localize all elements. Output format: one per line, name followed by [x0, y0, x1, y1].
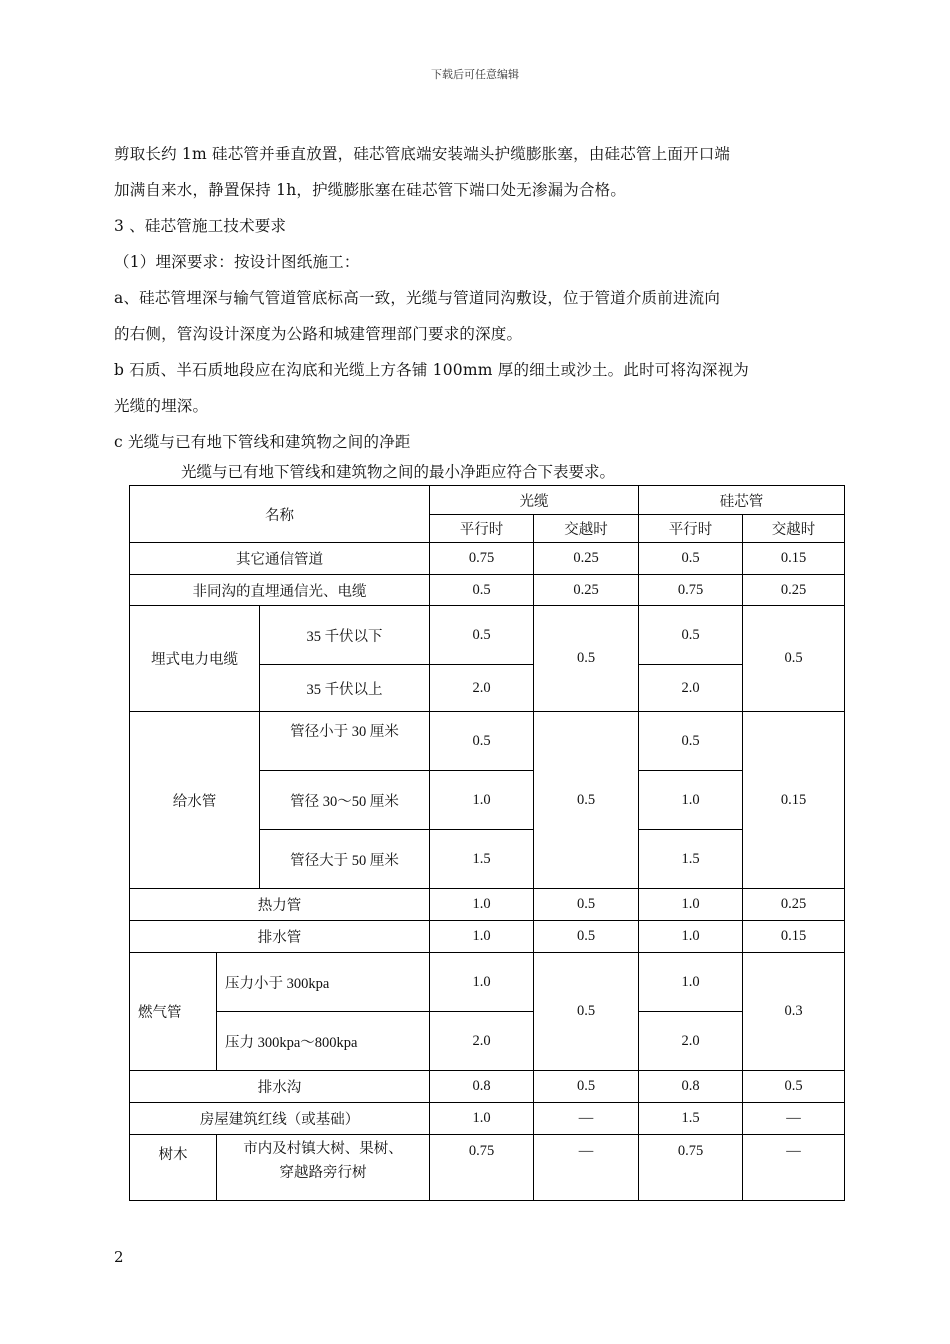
table-caption: 光缆与已有地下管线和建筑物之间的最小净距应符合下表要求。 [181, 463, 616, 481]
table-cell: — [743, 1103, 845, 1135]
table-cell: 0.5 [639, 606, 743, 665]
table-cell: 0.5 [743, 1071, 845, 1103]
table-cell: 2.0 [430, 1012, 534, 1071]
sub-label: 管径 30～50 厘米 [260, 771, 430, 830]
table-cell: 0.5 [534, 921, 639, 953]
table-cell: 2.0 [430, 665, 534, 712]
row-label: 排水沟 [130, 1071, 430, 1103]
section-heading: 3 、硅芯管施工技术要求 [114, 217, 287, 235]
table-cell: 0.75 [430, 1135, 534, 1201]
table-cell: 0.25 [534, 575, 639, 606]
table-cell: 0.8 [639, 1071, 743, 1103]
header-name: 名称 [130, 486, 430, 543]
paragraph-line: 光缆的埋深。 [114, 397, 209, 415]
table-cell: 1.5 [639, 830, 743, 889]
group-label: 埋式电力电缆 [130, 606, 260, 712]
table-cell: 0.5 [534, 953, 639, 1071]
table-cell: 0.5 [639, 712, 743, 771]
table-cell: 0.5 [534, 606, 639, 712]
table-cell: 1.0 [639, 889, 743, 921]
page-header: 下载后可任意编辑 [431, 68, 519, 81]
clearance-table [129, 485, 845, 1201]
table-cell: 0.15 [743, 543, 845, 575]
page-number: 2 [114, 1248, 124, 1266]
table-cell: 1.5 [430, 830, 534, 889]
sub-label: 管径大于 50 厘米 [260, 830, 430, 889]
group-label: 树木 [130, 1135, 217, 1201]
sub-label-line: 穿越路旁行树 [279, 1165, 367, 1181]
table-cell: — [743, 1135, 845, 1201]
paragraph-line: 加满自来水，静置保持 1h，护缆膨胀塞在硅芯管下端口处无渗漏为合格。 [114, 181, 627, 199]
table-cell: 2.0 [639, 1012, 743, 1071]
subsection-heading: （1）埋深要求：按设计图纸施工： [114, 253, 360, 271]
table-cell: 2.0 [639, 665, 743, 712]
table-cell: 0.5 [534, 889, 639, 921]
table-cell: 1.0 [639, 953, 743, 1012]
table-cell: 0.5 [430, 712, 534, 771]
table-cell: 0.25 [743, 575, 845, 606]
header-parallel: 平行时 [430, 515, 534, 543]
table-cell: 1.5 [639, 1103, 743, 1135]
paragraph-line: c 光缆与已有地下管线和建筑物之间的净距 [114, 433, 411, 451]
paragraph-line: 剪取长约 1m 硅芯管并垂直放置，硅芯管底端安装端头护缆膨胀塞，由硅芯管上面开口端 [114, 145, 731, 163]
header-pipe: 硅芯管 [639, 486, 845, 515]
header-cable: 光缆 [430, 486, 639, 515]
row-label: 排水管 [130, 921, 430, 953]
header-cross: 交越时 [534, 515, 639, 543]
table-cell: 1.0 [430, 1103, 534, 1135]
table-cell: 0.25 [743, 889, 845, 921]
table-cell: 0.75 [430, 543, 534, 575]
table-cell: 1.0 [639, 921, 743, 953]
row-label: 非同沟的直埋通信光、电缆 [130, 575, 430, 606]
table-cell: 0.5 [639, 543, 743, 575]
table-cell: 0.5 [534, 1071, 639, 1103]
row-label: 热力管 [130, 889, 430, 921]
sub-label: 35 千伏以上 [260, 665, 430, 712]
paragraph-line: b 石质、半石质地段应在沟底和光缆上方各铺 100mm 厚的细土或沙土。此时可将沟深视为 [114, 361, 749, 379]
table-cell: 0.15 [743, 921, 845, 953]
table-cell: 1.0 [430, 889, 534, 921]
sub-label: 管径小于 30 厘米 [260, 712, 430, 771]
table-cell: 1.0 [430, 921, 534, 953]
table-cell: 1.0 [430, 953, 534, 1012]
row-label: 房屋建筑红线（或基础） [130, 1103, 430, 1135]
header-parallel: 平行时 [639, 515, 743, 543]
table-cell: 0.5 [743, 606, 845, 712]
paragraph-line: a、硅芯管埋深与输气管道管底标高一致，光缆与管道同沟敷设，位于管道介质前进流向 [114, 289, 721, 307]
sub-label: 压力小于 300kpa [217, 953, 430, 1012]
sub-label: 35 千伏以下 [260, 606, 430, 665]
table-cell: 0.25 [534, 543, 639, 575]
sub-label-line: 市内及村镇大树、果树、 [243, 1141, 403, 1157]
table-cell: 0.5 [534, 712, 639, 889]
table-cell: 0.5 [430, 606, 534, 665]
table-cell: 0.75 [639, 575, 743, 606]
group-label: 给水管 [130, 712, 260, 889]
table-cell: 0.8 [430, 1071, 534, 1103]
row-label: 其它通信管道 [130, 543, 430, 575]
header-cross: 交越时 [743, 515, 845, 543]
table-cell: 0.75 [639, 1135, 743, 1201]
table-cell: — [534, 1103, 639, 1135]
table-cell: 1.0 [639, 771, 743, 830]
table-cell: 0.5 [430, 575, 534, 606]
table-cell: — [534, 1135, 639, 1201]
table-cell: 0.3 [743, 953, 845, 1071]
group-label: 燃气管 [130, 953, 217, 1071]
sub-label: 压力 300kpa～800kpa [217, 1012, 430, 1071]
sub-label [217, 1135, 430, 1201]
table-cell: 1.0 [430, 771, 534, 830]
table-cell: 0.15 [743, 712, 845, 889]
paragraph-line: 的右侧，管沟设计深度为公路和城建管理部门要求的深度。 [114, 325, 523, 343]
